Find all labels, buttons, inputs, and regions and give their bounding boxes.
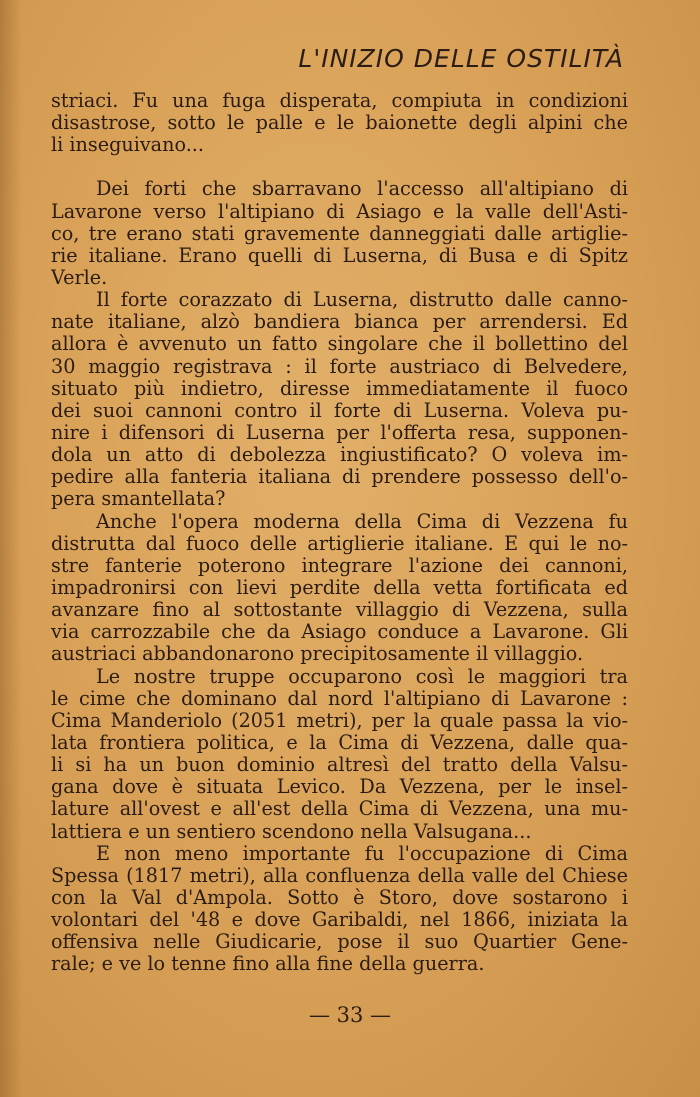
text-line: dola un atto di debolezza ingiustificato? O voleva im- — [51, 444, 628, 467]
text-line: rale; e ve lo tenne fino alla fine della guerra. — [51, 953, 485, 976]
text-line: Dei forti che sbarravano l'accesso all'altipiano di — [96, 178, 628, 201]
text-line: situato più indietro, diresse immediatamente il fuoco — [51, 377, 628, 400]
text-line: avanzare fino al sottostante villaggio di Vezzena, sulla — [51, 599, 628, 622]
text-line: nire i difensori di Luserna per l'offerta resa, supponen- — [51, 421, 628, 444]
text-line: Anche l'opera moderna della Cima di Vezzena fu — [96, 510, 628, 533]
text-line: Cima Manderiolo (2051 metri), per la quale passa la vio- — [51, 709, 628, 732]
text-line: Verle. — [51, 266, 108, 289]
body-text — [51, 90, 628, 975]
text-line: volontari del '48 e dove Garibaldi, nel 1866, iniziata la — [51, 909, 628, 932]
text-line: lattiera e un sentiero scendono nella Valsugana... — [51, 820, 532, 843]
text-line: Il forte corazzato di Luserna, distrutto dalle canno- — [96, 289, 628, 312]
text-line: lature all'ovest e all'est della Cima di Vezzena, una mu- — [51, 798, 628, 821]
text-line: Lavarone verso l'altipiano di Asiago e la valle dell'Asti- — [51, 200, 628, 223]
text-line: 30 maggio registrava : il forte austriaco di Belvedere, — [51, 355, 628, 378]
text-line: stre fanterie poterono integrare l'azione dei cannoni, — [51, 554, 628, 577]
paragraph-gap — [51, 156, 628, 178]
text-line: rie italiane. Erano quelli di Luserna, di Busa e di Spitz — [51, 244, 628, 267]
paragraph — [51, 511, 628, 666]
paragraph — [51, 666, 628, 843]
paragraph — [51, 90, 628, 156]
text-line: offensiva nelle Giudicarie, pose il suo Quartier Gene- — [51, 931, 628, 954]
text-line: pera smantellata? — [51, 488, 226, 511]
text-line: le cime che dominano dal nord l'altipiano di Lavarone : — [51, 687, 628, 710]
text-line: distrutta dal fuoco delle artiglierie italiane. E qui le no- — [51, 532, 628, 555]
text-line: austriaci abbandonarono precipitosamente il villaggio. — [51, 643, 584, 666]
paragraph — [51, 843, 628, 976]
text-line: lata frontiera politica, e la Cima di Vezzena, dalle qua- — [51, 731, 628, 754]
paragraph — [51, 178, 628, 289]
text-line: Spessa (1817 metri), alla confluenza della valle del Chiese — [51, 864, 628, 887]
text-line: li inseguivano... — [51, 134, 204, 157]
text-line: via carrozzabile che da Asiago conduce a Lavarone. Gli — [51, 621, 628, 644]
paragraph — [51, 289, 628, 510]
text-line: impadronirsi con lievi perdite della vetta fortificata ed — [51, 576, 628, 599]
running-head: L'INIZIO DELLE OSTILITÀ — [298, 44, 624, 73]
text-line: pedire alla fanteria italiana di prendere possesso dell'o- — [51, 466, 628, 489]
text-line: allora è avvenuto un fatto singolare che il bollettino del — [51, 333, 628, 356]
text-line: disastrose, sotto le palle e le baionette degli alpini che — [51, 112, 628, 135]
text-line: Le nostre truppe occuparono così le maggiori tra — [96, 665, 628, 688]
text-line: con la Val d'Ampola. Sotto è Storo, dove sostarono i — [51, 886, 628, 909]
text-line: E non meno importante fu l'occupazione di Cima — [96, 842, 628, 865]
page-number: — 33 — — [308, 1003, 392, 1027]
text-line: striaci. Fu una fuga disperata, compiuta in condizioni — [51, 90, 628, 112]
text-line: dei suoi cannoni contro il forte di Luserna. Voleva pu- — [51, 399, 628, 422]
text-line: co, tre erano stati gravemente danneggiati dalle artiglie- — [51, 222, 628, 245]
page-edge-shadow — [0, 0, 22, 1097]
text-line: li si ha un buon dominio altresì del tratto della Valsu- — [51, 754, 628, 777]
text-line: gana dove è situata Levico. Da Vezzena, per le insel- — [51, 776, 628, 799]
text-line: nate italiane, alzò bandiera bianca per arrendersi. Ed — [51, 311, 628, 334]
